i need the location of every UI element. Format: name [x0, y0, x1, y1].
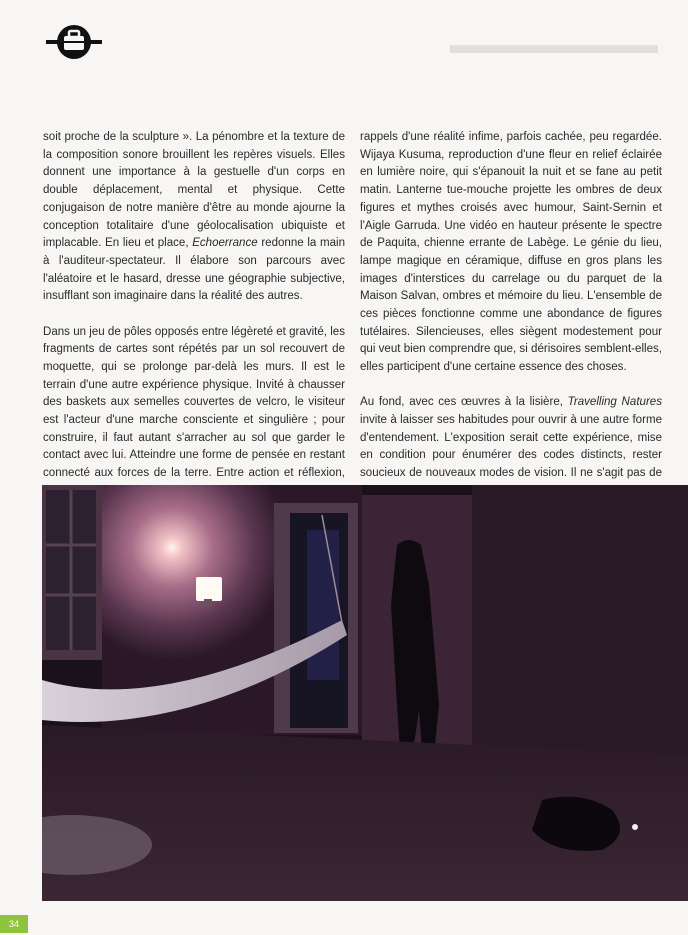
- page-number: 34: [0, 915, 28, 933]
- left-text-column: [43, 129, 345, 536]
- artwork-title: Echoerrance: [192, 237, 258, 250]
- left-paragraph-1: [43, 129, 345, 306]
- right-paragraph-1: rappels d'une réalité infime, parfois cachée, peu regardée. Wijaya Kusuma, reproduction d'une fleur en relief éclairée en lumière noire, qui s'épanouit la nuit et se fane au petit matin. Lanterne tue-mouche projette les ombres de deux figures et mythes croisés avec humour, Saint-Sernin et l'Aigle Garruda. Une vidéo en hauteur présente le spectre de Paquita, chienne errante de Labège. Le génie du lieu, lampe magique en céramique, diffuse en gros plans les images d'interstices du carrelage ou du parquet de la Maison Salvan, ombres et mémoire du lieu. L'ensemble de ces pièces fonctionne comme une abondance de figures tutélaires. Silencieuses, elles siègent modestement pour qui veut bien comprendre que, si dérisoires semblent-elles, elles participent d'une certaine essence des choses.: [360, 131, 662, 374]
- briefcase-logo-icon: [46, 22, 102, 62]
- text-run: redonne la main à l'auditeur-spectateur. Il élabore son parcours avec l'aléatoire et le hasard, dresse une géographie subjective, insufflant son imaginaire dans la réalité des autres.: [43, 237, 345, 303]
- right-text-column: [360, 129, 662, 536]
- show-through-decoration: ▬▬▬▬▬▬▬▬: [450, 30, 658, 59]
- exhibition-title: Travelling Natures: [567, 396, 662, 409]
- text-run: soit proche de la sculpture ». La pénombre et la texture de la composition sonore brouillent les repères visuels. Elles donnent une importance à la gestuelle d'un corps en double déplacement, mental et physique. Cette conjugaison de notre manière d'être au monde ajourne la conception totalitaire d'une géolocalisation ubiquiste et implacable. En lieu et place,: [43, 131, 345, 250]
- exhibition-photo: [42, 485, 688, 901]
- text-run: Au fond, avec ces œuvres à la lisière,: [360, 396, 568, 409]
- text-run: invite à laisser ses habitudes pour ouvrir à une autre forme d'entendement. L'exposition serait cette expérience, mise en condition pour énumérer des codes distincts, rester soucieux de nouveaux modes de vision. Il ne s'agit pas de: [360, 414, 662, 480]
- left-paragraph-2: Dans un jeu de pôles opposés entre légèreté et gravité, les fragments de cartes sont répétés par un sol recouvert de moquette, qui se prolonge par-delà les murs. Il est le terrain d'une autre expérience physique. Invité à chausser des baskets aux semelles couvertes de velcro, le visiteur est l'acteur d'une marche consciente et singulière ; pour construire, il faut autant s'arracher au sol que garder le contact avec lui. Atteindre une forme de pensée en restant connecté aux forces de la terre. Entre action et réflexion,: [43, 325, 345, 480]
